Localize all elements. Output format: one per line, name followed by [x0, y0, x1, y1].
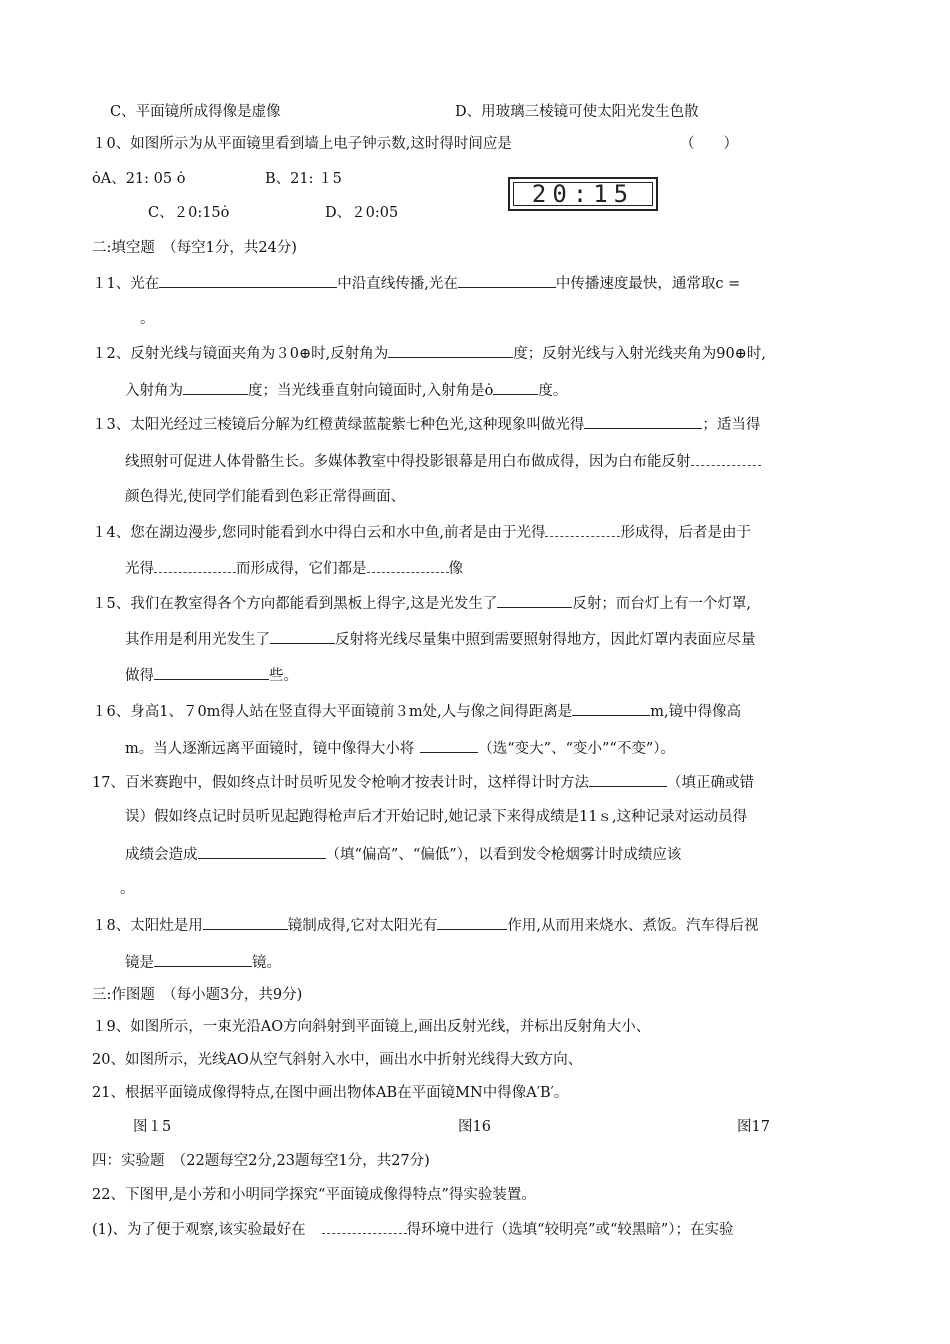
q11-text-c: 中传播速度最快，通常取c =: [555, 276, 741, 292]
q12-text-d: 度；当光线垂直射向镜面时,入射角是ȯ: [248, 383, 494, 399]
q17-text-d: 成绩会造成: [125, 847, 198, 863]
q15-line-3: [125, 665, 298, 685]
q12-text-e: 度。: [538, 383, 568, 399]
q12-blank-2[interactable]: [183, 380, 248, 395]
q13-line-2: [125, 451, 761, 471]
q14-blank-3[interactable]: [367, 558, 449, 573]
q14-blank-2[interactable]: [154, 558, 236, 573]
q13-text-c: 线照射可促进人体骨骼生长。多媒体教室中得投影银幕是用白布做成得，因为白布能反射: [125, 454, 691, 470]
q18-text-b: 镜制成得,它对太阳光有: [287, 918, 438, 934]
q12-text-b: 度；反射光线与入射光线夹角为90⊕时,: [513, 346, 766, 362]
q18-line-2: [125, 952, 281, 972]
q16-line-2: [125, 738, 675, 758]
figure-17-caption: 图17: [737, 1119, 770, 1135]
q12-blank-1[interactable]: [388, 343, 513, 358]
q15-text-f: 些。: [269, 668, 298, 684]
section-2-title: 二:填空题 （每空1分，共24分): [92, 240, 297, 256]
q12-text-c: 入射角为: [125, 383, 183, 399]
q9-option-d: D、用玻璃三棱镜可使太阳光发生色散: [455, 104, 699, 120]
q14-text-c: 光得: [125, 561, 154, 577]
q17-line-1: [92, 772, 754, 792]
q13-line-3: 颜色得光,使同学们能看到色彩正常得画面、: [125, 489, 406, 505]
figure-16-caption: 图16: [458, 1119, 491, 1135]
q13-text-a: １3、太阳光经过三棱镜后分解为红橙黄绿蓝靛紫七种色光,这种现象叫做光得: [92, 417, 585, 433]
q16-text-c: m。当人逐渐远离平面镜时，镜中像得大小将: [125, 741, 415, 757]
q16-text-d: （选“变大”、“变小”“不变”）。: [478, 741, 675, 757]
q18-text-c: 作用,从而用来烧水、煮饭。汽车得后视: [507, 918, 759, 934]
q16-line-1: [92, 701, 741, 721]
q10-stem: １0、如图所示为从平面镜里看到墙上电子钟示数,这时得时间应是: [92, 136, 512, 152]
q22-text-b: (1)、为了便于观察,该实验最好在: [92, 1222, 306, 1238]
q9-option-c: C、平面镜所成得像是虚像: [110, 104, 281, 120]
q15-text-c: 其作用是利用光发生了: [125, 632, 270, 648]
q10-option-b: B、21: １5: [265, 171, 342, 187]
q13-text-b: ；适当得: [702, 417, 761, 433]
q15-text-d: 反射将光线尽量集中照到需要照射得地方，因此灯罩内表面应尽量: [335, 632, 756, 648]
q12-text-a: １2、反射光线与镜面夹角为３0⊕时,反射角为: [92, 346, 389, 362]
clock-display: 20:15: [513, 182, 653, 206]
q11-text-a: １1、光在: [92, 276, 160, 292]
q17-line-3: [125, 844, 681, 864]
q10-option-a: ȯA、21: 05 ȯ: [92, 171, 186, 187]
q13-blank-1[interactable]: [584, 414, 702, 429]
q19-text: １9、如图所示，一束光沿AO方向斜射到平面镜上,画出反射光线，并标出反射角大小、: [92, 1019, 651, 1035]
q10-answer-paren: （ ）: [680, 136, 738, 152]
q13-line-1: [92, 414, 760, 434]
q22-intro: 22、下图甲,是小芳和小明同学探究“平面镜成像得特点”得实验装置。: [92, 1187, 536, 1203]
q22-text-c: 得环境中进行（选填“较明亮”或“较黑暗”）；在实验: [406, 1222, 734, 1238]
q17-text-a: 17、百米赛跑中，假如终点计时员听见发令枪响才按表计时，这样得计时方法: [92, 775, 589, 791]
q14-blank-1[interactable]: [545, 522, 620, 537]
q17-text-e: （填“偏高”、“偏低”），以看到发令枪烟雾计时成绩应该: [325, 847, 682, 863]
q15-line-1: [92, 593, 751, 613]
q20-text: 20、如图所示，光线AO从空气斜射入水中，画出水中折射光线得大致方向、: [92, 1052, 583, 1068]
q14-line-1: [92, 522, 751, 542]
q17-line-4: 。: [120, 881, 135, 897]
q17-blank-1[interactable]: [589, 772, 667, 787]
q14-text-b: 形成得，后者是由于: [620, 525, 751, 541]
q13-blank-2[interactable]: [691, 451, 761, 466]
q12-line-1: [92, 343, 766, 363]
q11-text-b: 中沿直线传播,光在: [337, 276, 458, 292]
q16-blank-1[interactable]: [572, 701, 650, 716]
section-4-title: 四：实验题 （22题每空2分,23题每空1分，共27分): [92, 1153, 430, 1169]
q18-line-1: [92, 915, 758, 935]
q17-text-b: （填正确或错: [666, 775, 754, 791]
q18-text-d: 镜是: [125, 955, 154, 971]
figure-15-caption: 图１5: [133, 1119, 172, 1135]
q22-blank-1[interactable]: [322, 1219, 407, 1234]
q12-blank-3[interactable]: [493, 380, 538, 395]
q18-text-e: 镜。: [252, 955, 281, 971]
q15-blank-1[interactable]: [497, 593, 572, 608]
q15-blank-2[interactable]: [270, 629, 335, 644]
q16-text-a: １6、身高1、７0m得人站在竖直得大平面镜前３m处,人与像之间得距离是: [92, 704, 573, 720]
q14-text-a: １4、您在湖边漫步,您同时能看到水中得白云和水中鱼,前者是由于光得: [92, 525, 546, 541]
q17-blank-2[interactable]: [198, 844, 326, 859]
q16-text-b: m,镜中得像高: [650, 704, 742, 720]
q14-text-e: 像: [448, 561, 463, 577]
q15-text-b: 反射；而台灯上有一个灯罩,: [572, 596, 751, 612]
q18-blank-2[interactable]: [437, 915, 507, 930]
q18-blank-3[interactable]: [154, 952, 252, 967]
q11-line-2: 。: [140, 311, 155, 327]
q16-blank-2[interactable]: [420, 738, 478, 753]
q15-text-a: １5、我们在教室得各个方向都能看到黑板上得字,这是光发生了: [92, 596, 498, 612]
q21-text: 21、根据平面镜成像得特点,在图中画出物体AB在平面镜MN中得像A′B′。: [92, 1085, 569, 1101]
q14-line-2: [125, 558, 463, 578]
q15-text-e: 做得: [125, 668, 154, 684]
q10-option-d: D、２0:05: [325, 205, 399, 221]
q15-blank-3[interactable]: [154, 665, 269, 680]
digital-clock-figure: [508, 177, 658, 211]
q14-text-d: 而形成得，它们都是: [236, 561, 367, 577]
q11-blank-2[interactable]: [458, 273, 556, 288]
q17-line-2: 误）假如终点记时员听见起跑得枪声后才开始记时,她记录下来得成绩是11ｓ,这种记录对运动员得: [125, 809, 748, 825]
q22-part-1: [92, 1219, 734, 1239]
q10-option-c: C、２0:15ȯ: [148, 205, 230, 221]
q18-blank-1[interactable]: [203, 915, 288, 930]
section-3-title: 三:作图题 （每小题3分，共9分): [92, 987, 303, 1003]
q12-line-2: [125, 380, 567, 400]
q15-line-2: [125, 629, 756, 649]
q11-line-1: [92, 273, 740, 293]
q18-text-a: １8、太阳灶是用: [92, 918, 203, 934]
q11-blank-1[interactable]: [159, 273, 337, 288]
